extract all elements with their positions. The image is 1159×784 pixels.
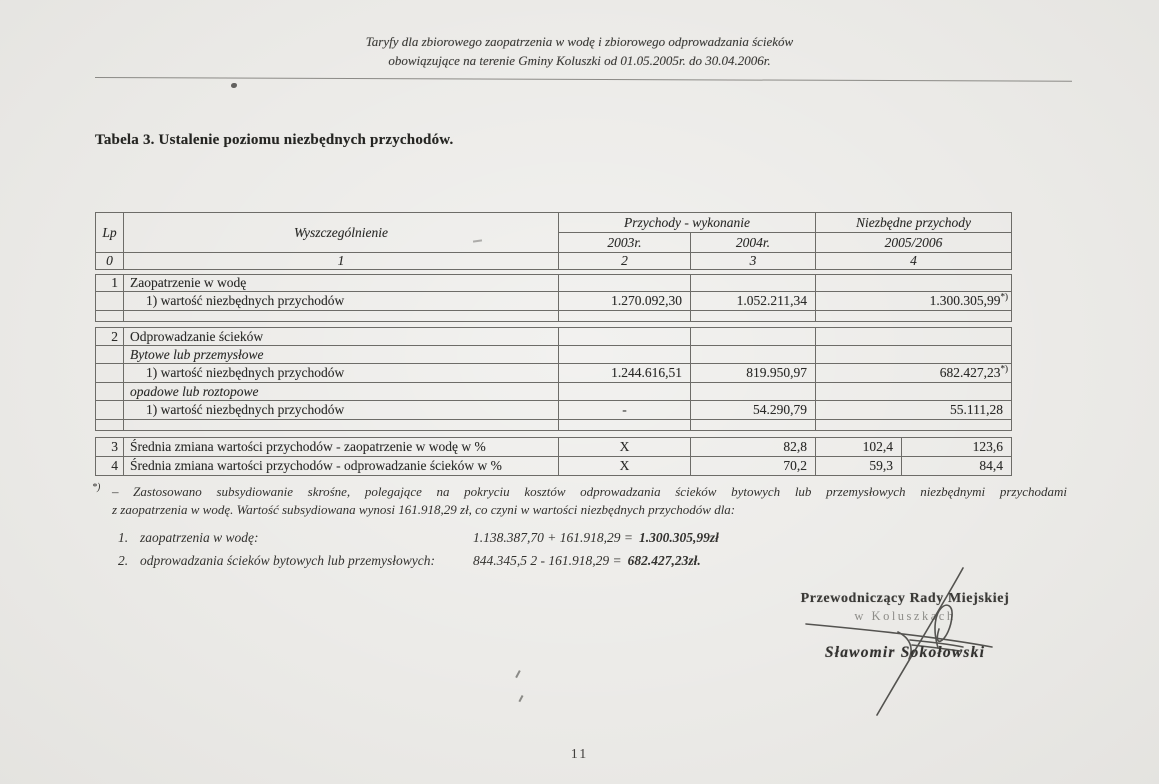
row-lp: 1	[96, 275, 124, 292]
footnote-asterisk: *)	[92, 482, 101, 493]
table-section-water	[95, 274, 1012, 322]
col-group-przychody-wykonanie: Przychody - wykonanie	[559, 213, 816, 233]
col-number-4: 4	[816, 253, 1012, 270]
signature-title: Przewodniczący Rady Miejskiej	[800, 591, 1010, 606]
item-result: 682.427,23zł.	[627, 552, 701, 568]
row-lp: 3	[96, 438, 124, 457]
value-2005-a: 102,4	[816, 438, 902, 457]
signature-block	[780, 560, 1030, 750]
item-calculation: 844.345,5 2 - 161.918,29 =	[473, 552, 622, 568]
value-2005: 682.427,23*)	[816, 364, 1012, 383]
row-label: Zaopatrzenie w wodę	[124, 275, 559, 292]
header-line1: Taryfy dla zbiorowego zaopatrzenia w wodę i zbiorowego odprowadzania ścieków	[365, 34, 794, 49]
value-2003: 1.244.616,51	[559, 364, 691, 383]
col-header-lp: Lp	[96, 213, 124, 253]
col-header-2005-2006: 2005/2006	[816, 233, 1012, 253]
revenues-table	[95, 212, 1011, 476]
row-label: Średnia zmiana wartości przychodów - odprowadzanie ścieków w %	[124, 457, 559, 476]
row-lp: 2	[96, 328, 124, 346]
footnote-item-1	[118, 526, 1018, 549]
value-2005-b: 123,6	[902, 438, 1012, 457]
footnote-line2: z zaopatrzenia w wodę. Wartość subsydiowana wynosi 161.918,29 zł, co czyni w wartości niezbędnych przychodów dla:	[112, 501, 736, 517]
footnote-mark: *)	[1000, 291, 1008, 302]
value-2004: 82,8	[691, 438, 816, 457]
scan-speck	[515, 670, 520, 678]
signature-location: w Koluszkach	[854, 609, 956, 623]
scan-speck	[518, 695, 523, 702]
row-lp: 4	[96, 457, 124, 476]
item-calculation: 1.138.387,70 + 161.918,29 =	[473, 529, 633, 545]
document-header	[0, 32, 1159, 70]
row-label: Odprowadzanie ścieków	[124, 328, 559, 346]
item-label: odprowadzania ścieków bytowych lub przemysłowych:	[140, 552, 435, 568]
value-2004: 54.290,79	[691, 401, 816, 420]
handwritten-signature-icon	[780, 560, 1030, 750]
table-title: Tabela 3. Ustalenie poziomu niezbędnych przychodów.	[95, 132, 454, 148]
footnote-mark: *)	[1000, 363, 1008, 374]
row-sublabel: 1) wartość niezbędnych przychodów	[124, 292, 559, 311]
row-sublabel: 1) wartość niezbędnych przychodów	[124, 364, 559, 383]
row-category: opadowe lub roztopowe	[124, 383, 559, 401]
signature-name: Sławomir Sokołowski	[824, 644, 986, 661]
value-2004: 819.950,97	[691, 364, 816, 383]
table-header-section	[95, 212, 1012, 270]
value-2003: 1.270.092,30	[559, 292, 691, 311]
col-number-3: 3	[691, 253, 816, 270]
item-number: 1.	[118, 529, 129, 545]
table-section-percentages	[95, 437, 1012, 476]
col-group-niezbedne-przychody: Niezbędne przychody	[816, 213, 1012, 233]
value-2005: 1.300.305,99*)	[816, 292, 1012, 311]
footnote	[92, 483, 1067, 518]
row-label: Średnia zmiana wartości przychodów - zaopatrzenie w wodę w %	[124, 438, 559, 457]
value-2005-a: 59,3	[816, 457, 902, 476]
row-sublabel: 1) wartość niezbędnych przychodów	[124, 401, 559, 420]
table-section-sewage	[95, 327, 1012, 431]
col-header-wyszczegolnienie: Wyszczególnienie	[124, 213, 559, 253]
item-number: 2.	[118, 552, 129, 568]
value-2003: X	[559, 438, 691, 457]
value-2005-b: 84,4	[902, 457, 1012, 476]
col-header-2004: 2004r.	[691, 233, 816, 253]
page-number: 11	[570, 747, 589, 762]
ink-blot	[231, 83, 237, 88]
col-header-2003: 2003r.	[559, 233, 691, 253]
value-2003: -	[559, 401, 691, 420]
header-line2: obowiązujące na terenie Gminy Koluszki od 01.05.2005r. do 30.04.2006r.	[388, 53, 771, 68]
item-result: 1.300.305,99zł	[638, 529, 719, 545]
item-label: zaopatrzenia w wodę:	[140, 529, 259, 545]
value-2004: 1.052.211,34	[691, 292, 816, 311]
row-category: Bytowe lub przemysłowe	[124, 346, 559, 364]
col-number-2: 2	[559, 253, 691, 270]
value-2005: 55.111,28	[816, 401, 1012, 420]
header-divider-rule	[95, 77, 1072, 82]
value-2003: X	[559, 457, 691, 476]
value-2004: 70,2	[691, 457, 816, 476]
col-number-0: 0	[96, 253, 124, 270]
footnote-line1: – Zastosowano subsydiowanie skrośne, polegające na pokryciu kosztów odprowadzania ścieków bytowych lub przemysłowych niezbędnymi przychodami	[112, 484, 1067, 499]
col-number-1: 1	[124, 253, 559, 270]
